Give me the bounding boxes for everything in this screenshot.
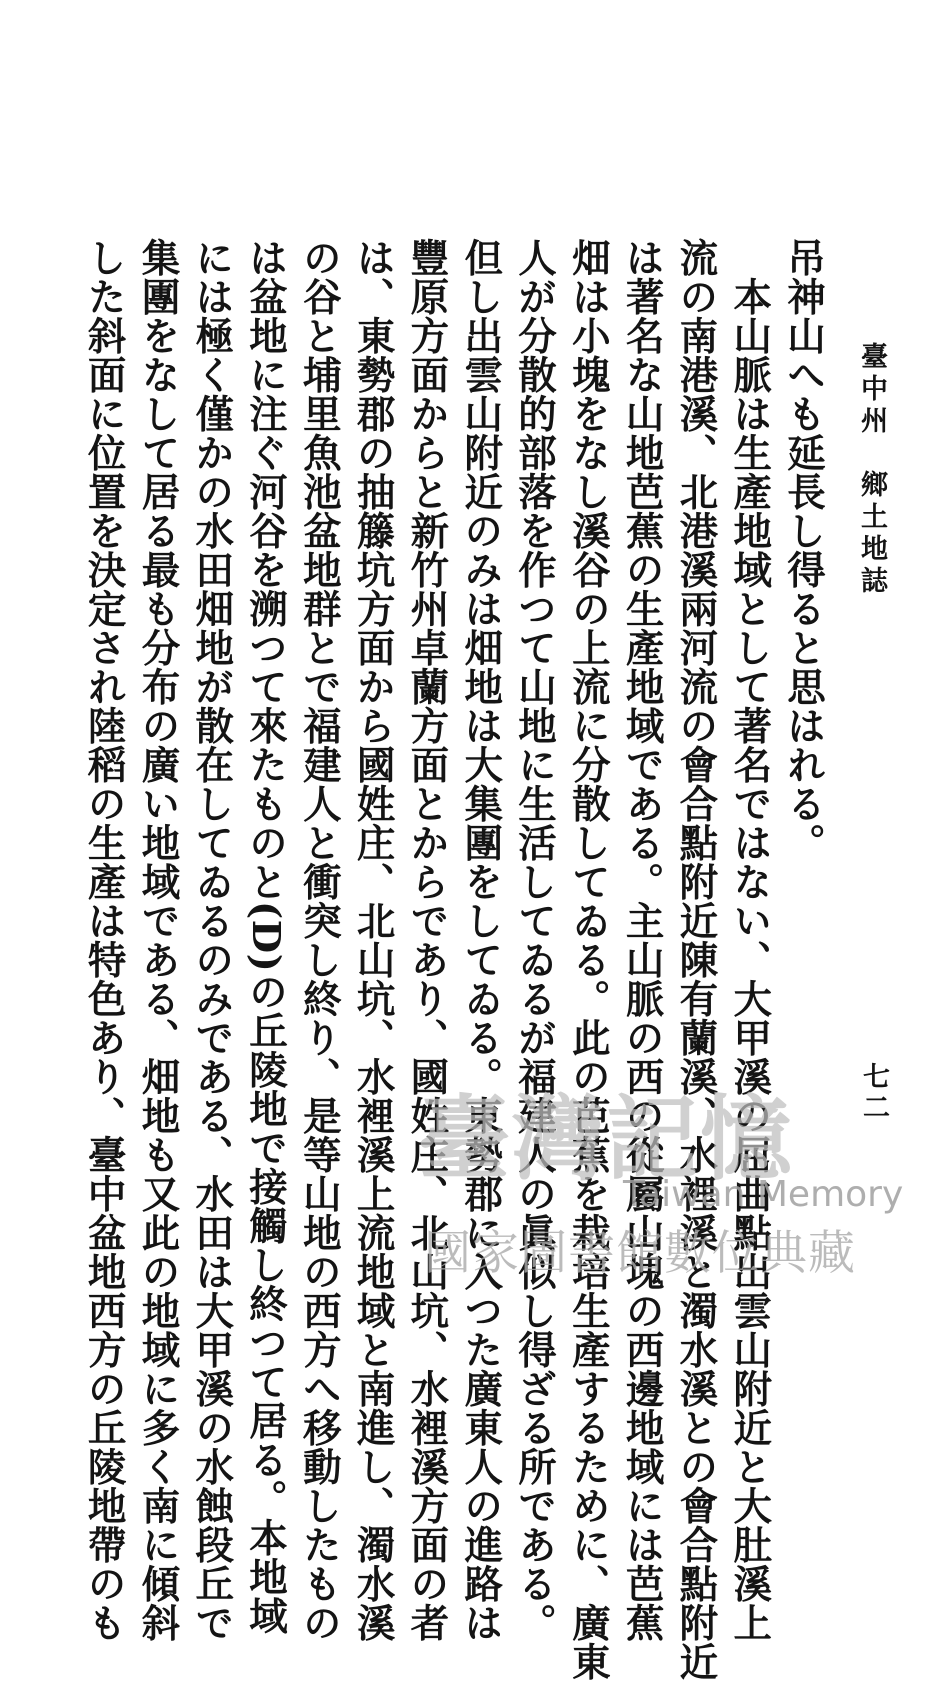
text-column: 流の南港溪、北港溪兩河流の會合點附近陳有蘭溪、水裡溪と濁水溪との會合點附近 [673, 238, 719, 1681]
text-column: した斜面に位置を決定され陸稻の生產は特色あり、臺中盆地西方の丘陵地帶のも [81, 238, 127, 1642]
text-column: は著名な山地芭蕉の生產地域である。主山脈の西の從屬山塊の西邊地域には芭蕉 [619, 238, 665, 1642]
watermark-latin: Taiwan Memory [623, 1174, 904, 1215]
text-column: の谷と埔里魚池盆地群とで福建人と衝突し終り、是等山地の西方へ移動したもの [296, 238, 342, 1642]
text-column: 豐原方面からと新竹州卓蘭方面とからであり、國姓庄、北山坑、水裡溪方面の者 [404, 238, 450, 1642]
body-text [81, 238, 830, 1681]
text-column: は、東勢郡の抽籐坑方面から國姓庄、北山坑、水裡溪上流地域と南進し、濁水溪 [350, 238, 396, 1642]
text-column: 但し出雲山附近のみは畑地は大集團をしてゐる。東勢郡に入つた廣東人の進路は [458, 238, 504, 1642]
watermark-sub: 國家圖書館數位典藏 [424, 1226, 856, 1281]
text-column: には極く僅かの水田畑地が散在してゐるのみである、水田は大甲溪の水蝕段丘で [189, 238, 235, 1642]
watermark-main: 臺灣記憶 [418, 1085, 795, 1193]
text-column: は盆地に注ぐ河谷を溯つて來たものと(D)の丘陵地で接觸し終つて居る。本地域 [243, 238, 289, 1636]
text-column: 集團をなして居る最も分布の廣い地域である、畑地も又此の地域に多く南に傾斜 [135, 238, 181, 1642]
text-column: 吊神山へも延長し得ると思はれる。 [781, 238, 826, 862]
running-title: 臺中州 鄉土地誌 [856, 342, 887, 598]
text-column: 畑は小塊をなし溪谷の上流に分散してゐる。此の芭蕉を栽培生產するために、廣東 [565, 238, 611, 1681]
page-number: 七二 [858, 1062, 889, 1124]
text-column: 人が分散的部落を作つて山地に生活してゐるが福建人の眞似し得ざる所である。 [512, 238, 558, 1642]
text-column: 本山脈は生產地域として著名ではない、大甲溪の屈曲點出雲山附近と大肚溪上 [727, 238, 773, 1642]
